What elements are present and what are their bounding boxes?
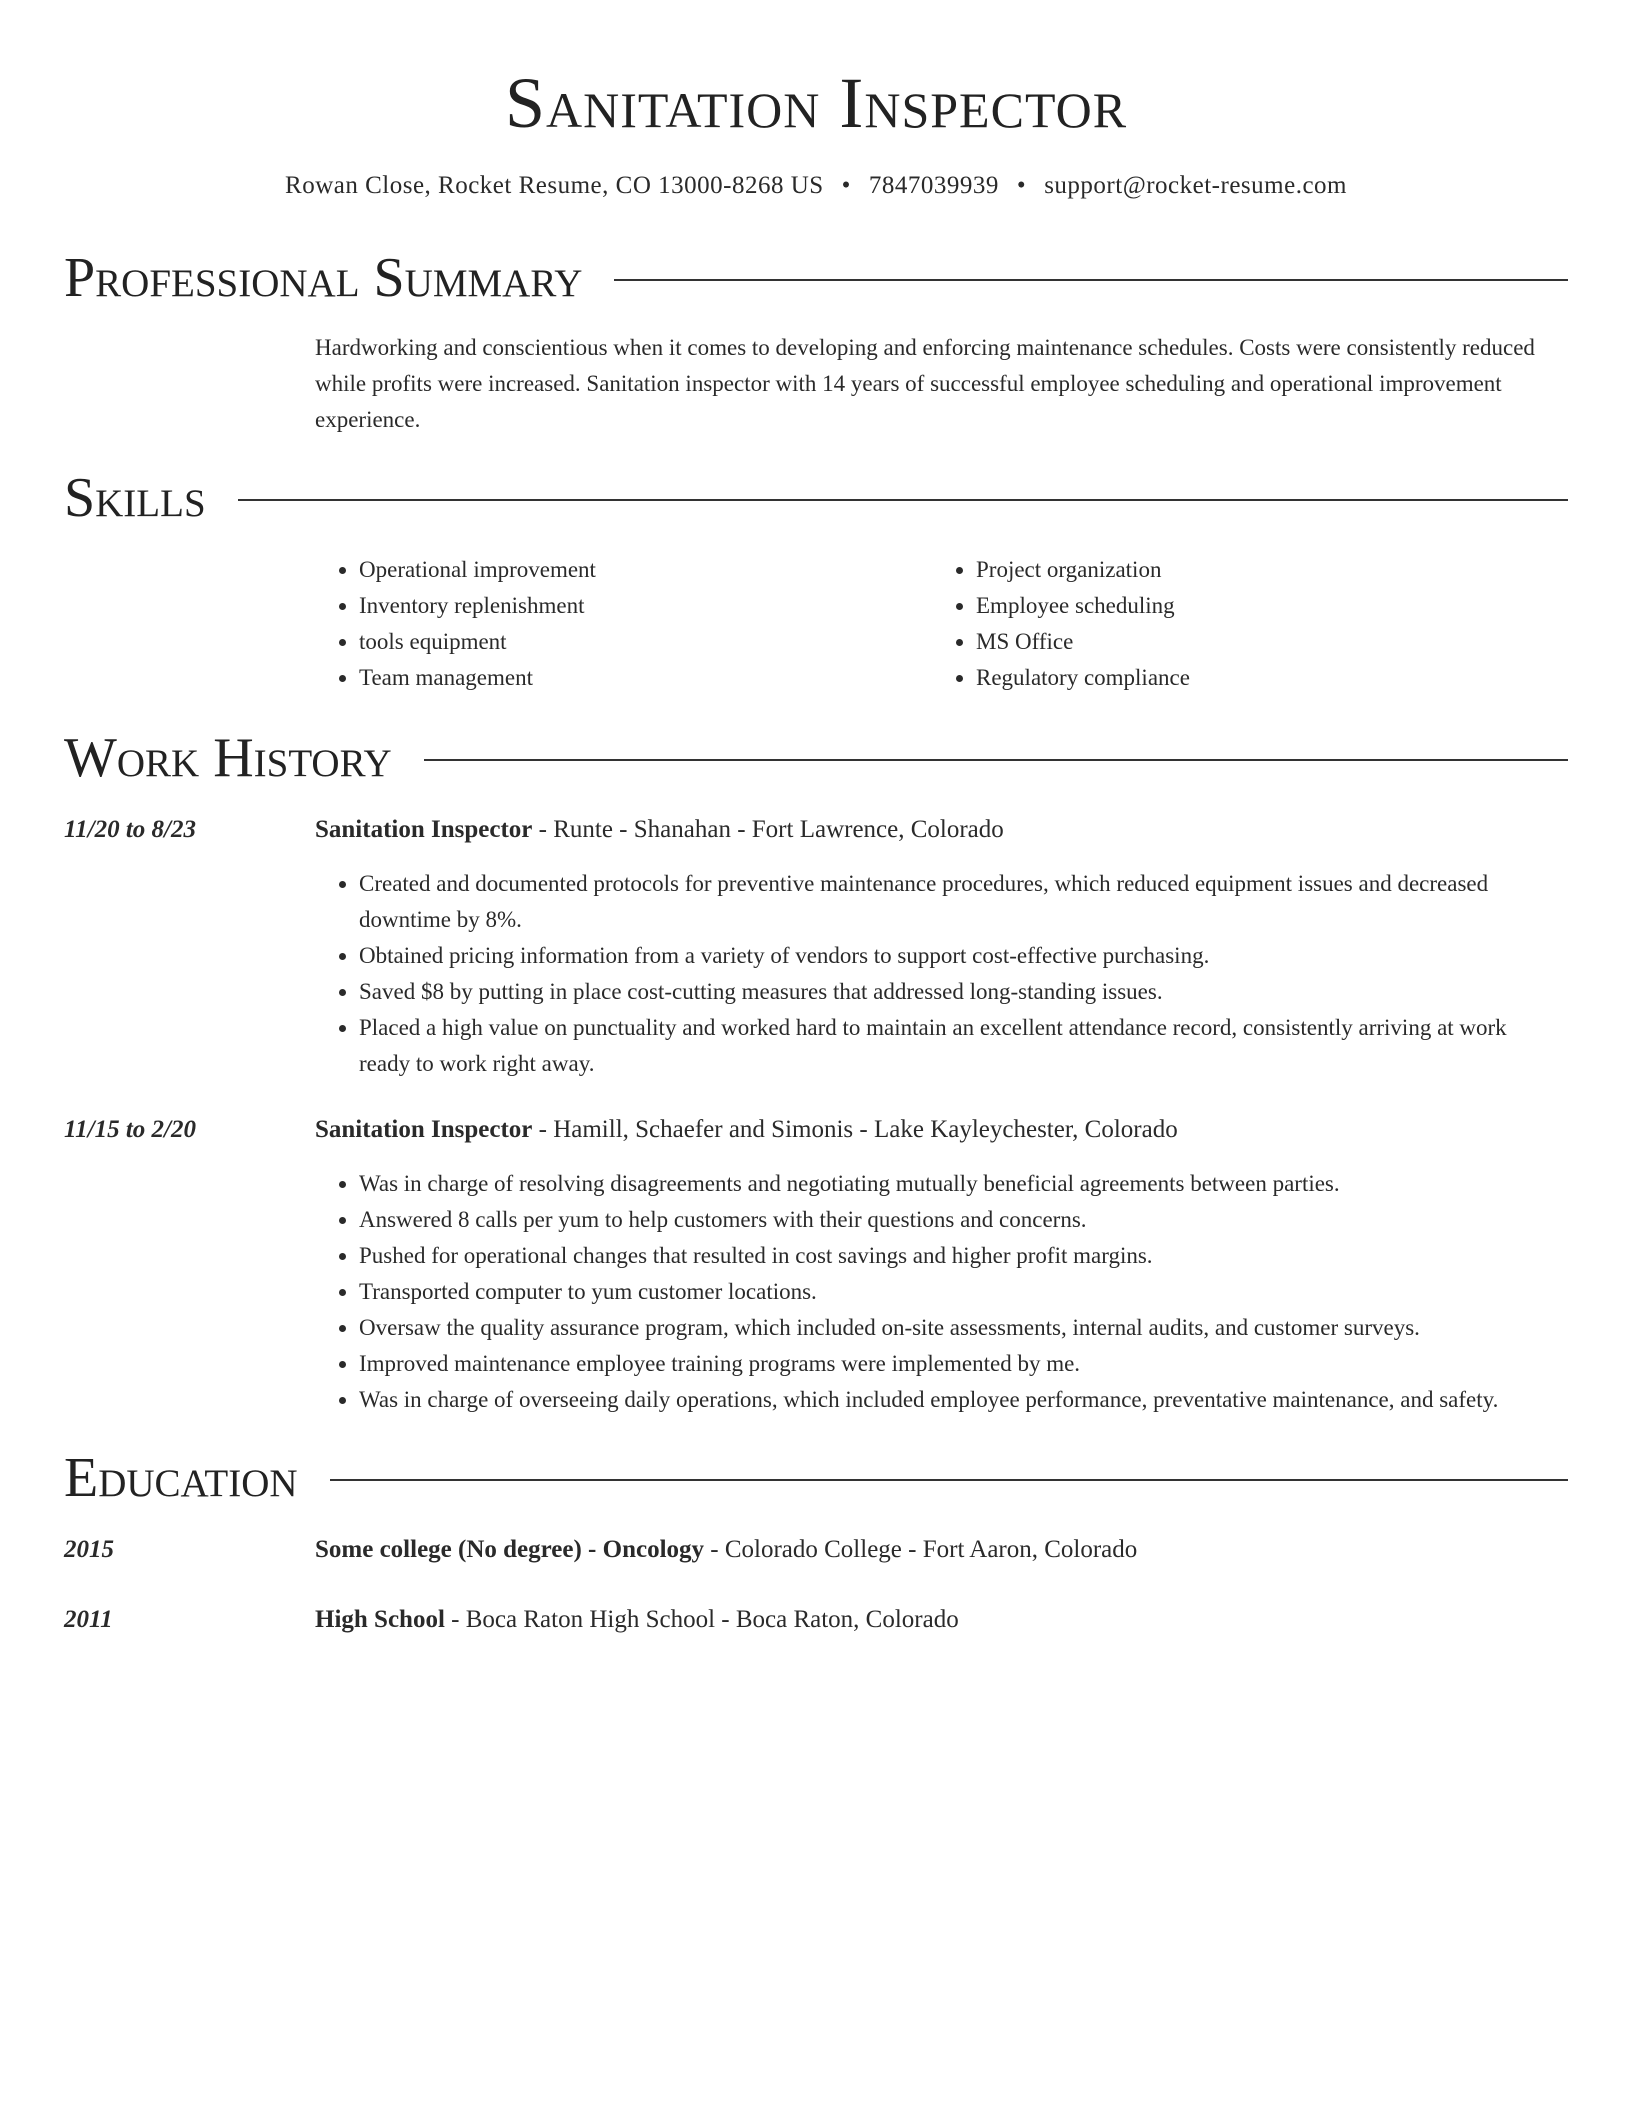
education-title: Some college (No degree) - Oncology [315, 1536, 705, 1563]
skill-item: • Regulatory compliance [976, 660, 1549, 696]
job-dates: 11/15 to 2/20 [64, 1116, 196, 1143]
section-divider [424, 759, 1568, 761]
job-bullet: • Saved $8 by putting in place cost-cutting measures that addressed long-standing issues. [359, 974, 1568, 1010]
job-bullets [315, 866, 1568, 1082]
job-details: - Hamill, Schaefer and Simonis - Lake Kayleychester, Colorado [532, 1116, 1178, 1143]
skills-column-right [932, 552, 1549, 696]
skills-list [315, 552, 1568, 696]
job-bullet: • Was in charge of overseeing daily operations, which included employee performance, preventative maintenance, and safety. [359, 1382, 1568, 1418]
separator-dot: • [841, 172, 851, 199]
skill-item: • MS Office [976, 624, 1549, 660]
job-body [315, 812, 1568, 1082]
skill-item: • Operational improvement [359, 552, 932, 588]
job-entry [64, 1112, 1568, 1418]
job-bullet: • Answered 8 calls per yum to help customers with their questions and concerns. [359, 1202, 1568, 1238]
job-bullets [315, 1166, 1568, 1418]
skill-item: • Team management [359, 660, 932, 696]
section-divider [614, 279, 1568, 281]
job-title: Sanitation Inspector [315, 1116, 533, 1143]
job-heading [315, 812, 1568, 848]
education-year: 2015 [64, 1536, 114, 1563]
job-bullet: • Obtained pricing information from a variety of vendors to support cost-effective purchasing. [359, 938, 1568, 974]
summary-text: Hardworking and conscientious when it comes to developing and enforcing maintenance schedules. Costs were consistently reduced while profits were increased. Sanitation inspector with 14 years of successful employee scheduling and operational improvement experience. [315, 335, 1535, 432]
job-body [315, 1112, 1568, 1418]
work-heading: Work History [64, 727, 392, 789]
education-entry [64, 1532, 1568, 1568]
job-bullet: • Transported computer to yum customer locations. [359, 1274, 1568, 1310]
education-heading-line [315, 1532, 1568, 1568]
education-details: - Colorado College - Fort Aaron, Colorado [704, 1536, 1138, 1563]
skills-heading: Skills [64, 467, 206, 529]
phone: 7847039939 [868, 172, 999, 199]
skills-column-left [315, 552, 932, 696]
separator-dot: • [1016, 172, 1027, 199]
summary-heading: Professional Summary [64, 247, 583, 309]
job-heading [315, 1112, 1568, 1148]
section-divider [330, 1479, 1568, 1481]
job-bullet: • Oversaw the quality assurance program, which included on-site assessments, internal audits, and customer surveys. [359, 1310, 1568, 1346]
email: support@rocket-resume.com [1044, 172, 1347, 199]
education-heading-line [315, 1602, 1568, 1638]
job-bullet: • Improved maintenance employee training programs were implemented by me. [359, 1346, 1568, 1382]
education-body [315, 1532, 1568, 1568]
job-title: Sanitation Inspector [315, 816, 533, 843]
job-bullet: • Placed a high value on punctuality and worked hard to maintain an excellent attendance record, consistently arriving at work ready to work right away. [359, 1010, 1568, 1082]
job-bullet: • Created and documented protocols for preventive maintenance procedures, which reduced equipment issues and decreased downtime by 8%. [359, 866, 1568, 938]
skill-item: • Inventory replenishment [359, 588, 932, 624]
contact-line [64, 170, 1568, 202]
summary-section-header [64, 244, 1568, 312]
education-entry [64, 1602, 1568, 1638]
address: Rowan Close, Rocket Resume, CO 13000-8268 US [285, 172, 824, 199]
education-year: 2011 [64, 1606, 113, 1633]
education-details: - Boca Raton High School - Boca Raton, Colorado [444, 1606, 959, 1633]
job-bullet: • Was in charge of resolving disagreements and negotiating mutually beneficial agreements between parties. [359, 1166, 1568, 1202]
job-dates: 11/20 to 8/23 [64, 816, 196, 843]
skill-item: • Employee scheduling [976, 588, 1549, 624]
work-section-header [64, 724, 1568, 792]
education-body [315, 1602, 1568, 1638]
resume-title: Sanitation Inspector [504, 63, 1128, 143]
skill-item: • Project organization [976, 552, 1549, 588]
education-title: High School [315, 1606, 445, 1633]
job-bullet: • Pushed for operational changes that resulted in cost savings and higher profit margins. [359, 1238, 1568, 1274]
job-entry [64, 812, 1568, 1082]
section-divider [238, 499, 1568, 501]
job-details: - Runte - Shanahan - Fort Lawrence, Colorado [532, 816, 1004, 843]
resume-page [64, 0, 1568, 1638]
education-section-header [64, 1444, 1568, 1512]
skill-item: • tools equipment [359, 624, 932, 660]
skills-section-header [64, 464, 1568, 532]
education-heading: Education [64, 1447, 298, 1509]
